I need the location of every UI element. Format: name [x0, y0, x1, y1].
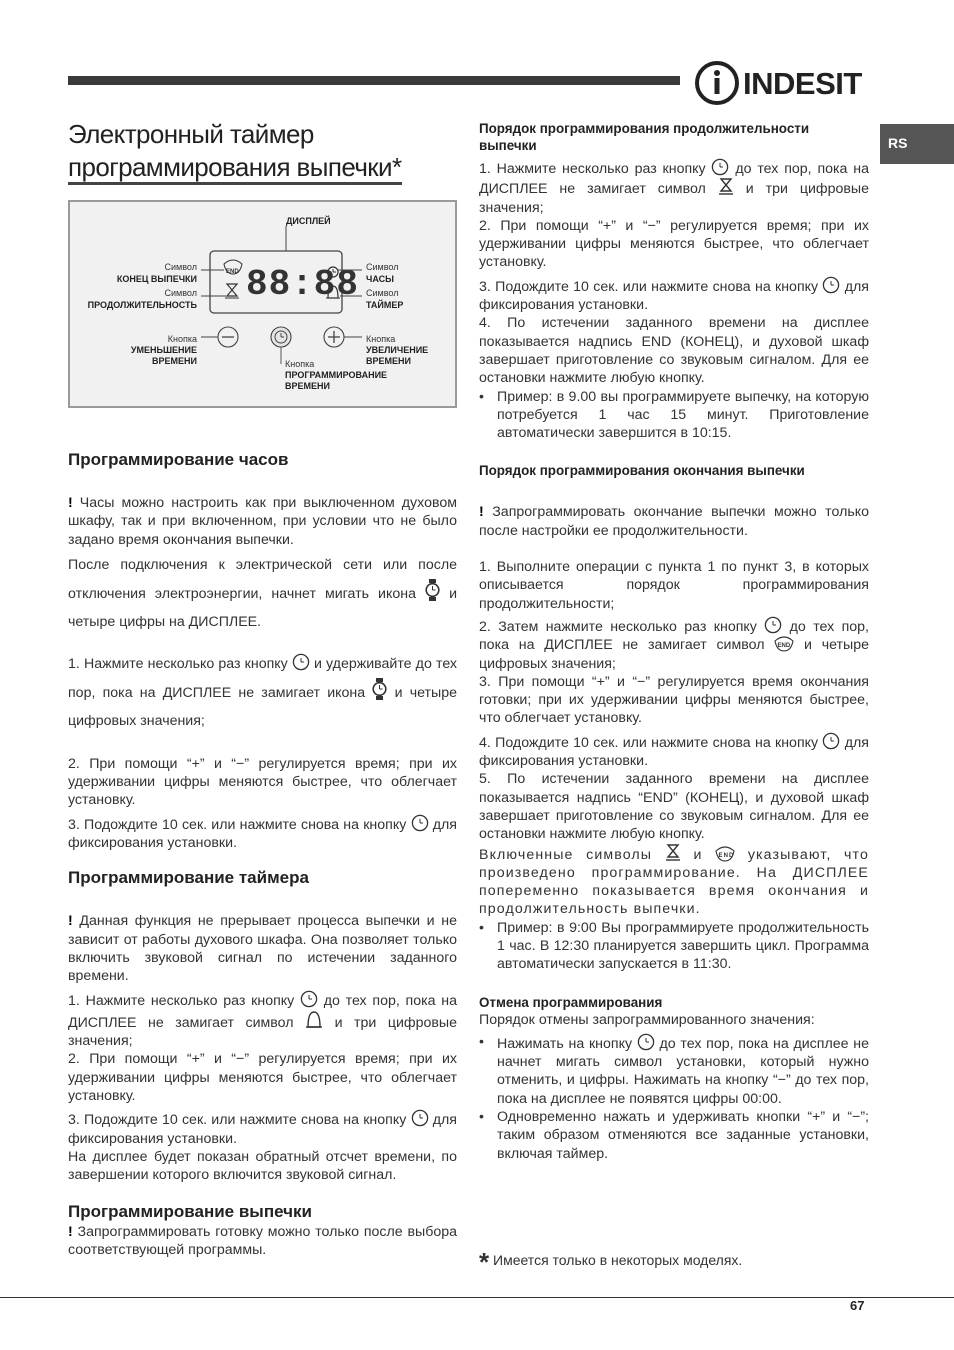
program-button-icon [300, 990, 318, 1008]
svg-text:Символ: Символ [366, 288, 399, 298]
svg-text:END: END [226, 269, 239, 275]
duration-step-2: 2. При помощи “+” и “−” регулируется время; при их удерживании цифры меняются быстрее, что облегчает установку. [479, 217, 869, 271]
footnote [479, 1247, 742, 1278]
clock-note: ! Часы можно настроить как при выключенном духовом шкафу, так и при включенном, при условии что не было задано время окончания выпечки. [68, 495, 457, 548]
duration-step-4: 4. По истечении заданного времени на дисплее показывается надпись END (КОНЕЦ), и духовой шкаф завершает приготовление со звуковым сигналом. Для ее остановки нажмите любую кнопку. [479, 315, 869, 387]
footnote-star: * [479, 1247, 490, 1277]
cancel-heading: Отмена программирования [479, 994, 663, 1010]
timer-heading: Программирование таймера [68, 868, 309, 888]
left-column [68, 450, 457, 1259]
end-heading: Порядок программирования окончания выпечки [479, 463, 805, 479]
svg-text:Символ: Символ [164, 262, 197, 272]
end-example: • Пример: в 9:00 Вы программируете продолжительность 1 час. В 12:30 планируется завершить цикл. Программа автоматически запускается в 11:30. [479, 919, 869, 974]
svg-text:ПРОДОЛЖИТЕЛЬНОСТЬ: ПРОДОЛЖИТЕЛЬНОСТЬ [87, 300, 197, 310]
baking-heading: Программирование выпечки [68, 1201, 312, 1221]
timer-panel-diagram [68, 200, 457, 408]
minus-button-icon [218, 327, 238, 347]
cancel-intro: Порядок отмены запрограммированного значения: [479, 1011, 815, 1028]
clock-step-2: 2. При помощи “+” и “−” регулируется время; при их удерживании цифры меняются быстрее, что облегчает установку. [68, 755, 457, 809]
timer-note: ! Данная функция не прерывает процесса выпечки и не зависит от работы духового шкафа. Она позволяет только включить звуковой сигнал по истечении заданного времени. [68, 913, 457, 985]
clock-heading: Программирование часов [68, 450, 289, 469]
svg-text:ВРЕМЕНИ: ВРЕМЕНИ [366, 356, 411, 366]
display-label: ДИСПЛЕЙ [286, 216, 331, 226]
watch-icon [372, 678, 387, 700]
program-button-icon [411, 814, 429, 832]
program-button-icon [764, 616, 782, 634]
footer-rule [0, 1297, 954, 1298]
svg-text:ВРЕМЕНИ: ВРЕМЕНИ [152, 356, 197, 366]
end-step-5: 5. По истечении заданного времени на дисплее показывается надпись “END” (КОНЕЦ), и духовой шкаф завершает приготовление со звуковым сигналом. Для ее остановки нажмите любую кнопку. [479, 771, 869, 843]
end-step-2: 2. Затем нажмите несколько раз кнопку до тех пор, пока на ДИСПЛЕЕ не замигает символ END и четыре цифровых значения; [479, 616, 869, 673]
end-icon [715, 846, 735, 862]
svg-text:Кнопка: Кнопка [285, 359, 315, 369]
svg-text:КОНЕЦ ВЫПЕЧКИ: КОНЕЦ ВЫПЕЧКИ [116, 274, 197, 284]
program-button-icon [292, 653, 310, 671]
right-column [479, 120, 869, 1163]
language-tab: RS [880, 124, 954, 164]
plus-button-icon [324, 327, 344, 347]
timer-step-1: 1. Нажмите несколько раз кнопку до тех пор, пока на ДИСПЛЕЕ не замигает символ и три цифровые значения; [68, 990, 457, 1051]
svg-text:ВРЕМЕНИ: ВРЕМЕНИ [285, 381, 330, 391]
display-digits: 88:88 [246, 264, 360, 305]
svg-text:END: END [718, 852, 735, 859]
page-title [68, 118, 458, 184]
end-step-3: 3. При помощи “+” и “−” регулируется время окончания готовки; при их удерживании цифры меняются быстрее, что облегчает установку. [479, 673, 869, 727]
clock-step-3: 3. Подождите 10 сек. или нажмите снова на кнопку для фиксирования установки. [68, 814, 457, 853]
end-icon [774, 636, 794, 652]
duration-example: • Пример: в 9.00 вы программируете выпечку, на которую потребуется 1 час 15 минут. Приготовление автоматически завершится в 10:15. [479, 388, 869, 443]
duration-step-1: 1. Нажмите несколько раз кнопку до тех пор, пока на ДИСПЛЕЕ не замигает символ и три цифровые значения; [479, 158, 869, 217]
svg-text:Кнопка: Кнопка [366, 334, 396, 344]
cancel-bullet-2: • Одновременно нажать и удерживать кнопки “+” и “−”; таким образом отменяются все заданные установки, включая таймер. [479, 1108, 869, 1163]
svg-text:Символ: Символ [366, 262, 399, 272]
hourglass-icon [225, 284, 239, 298]
cancel-bullet-1: • Нажимать на кнопку до тех пор, пока на дисплее не начнет мигать символ установки, который нужно отменить, и цифры. Нажимать на кнопку “−” до тех пор, пока на дисплее не появятся цифры 00:00. [479, 1033, 869, 1108]
svg-text:END: END [777, 643, 791, 650]
end-symbols-note: Включенные символы и END указывают, что произведено программирование. На ДИСПЛЕЕ попеременно показывается время окончания и продолжительность выпечки. [479, 844, 869, 919]
baking-note: ! Запрограммировать готовку можно только после выбора соответствующей программы. [68, 1223, 457, 1258]
duration-heading: Порядок программирования продолжительности выпечки [479, 121, 810, 153]
clock-intro: После подключения к электрической сети или после отключения электроэнергии, начнет мигать икона и четыре цифры на ДИСПЛЕЕ. [68, 556, 457, 630]
program-button-icon [822, 732, 840, 750]
timer-step-2: 2. При помощи “+” и “−” регулируется время; при их удерживании цифры меняются быстрее, что облегчает установку. [68, 1051, 457, 1105]
hourglass-icon [718, 178, 734, 196]
program-button-icon [271, 327, 291, 347]
program-button-icon [822, 276, 840, 294]
svg-text:Кнопка: Кнопка [167, 334, 197, 344]
timer-countdown-note: На дисплее будет показан обратный отсчет времени, по завершении которого включится звуковой сигнал. [68, 1148, 457, 1184]
indesit-logo [693, 60, 873, 106]
title-line-1: Электронный таймер [68, 119, 314, 149]
title-line-2: программирования выпечки* [68, 152, 402, 185]
end-note: ! Запрограммировать окончание выпечки можно только после настройки ее продолжительности. [479, 504, 869, 539]
hourglass-icon [665, 844, 681, 862]
svg-text:УМЕНЬШЕНИЕ: УМЕНЬШЕНИЕ [130, 345, 197, 355]
clock-step-1: 1. Нажмите несколько раз кнопку и удерживайте до тех пор, пока на ДИСПЛЕЕ не замигает икона и четыре цифровых значения; [68, 650, 457, 735]
program-button-icon [411, 1109, 429, 1127]
svg-text:Символ: Символ [164, 288, 197, 298]
watch-icon [425, 579, 440, 601]
svg-text:УВЕЛИЧЕНИЕ: УВЕЛИЧЕНИЕ [366, 345, 429, 355]
end-step-1: 1. Выполните операции с пункта 1 по пункт 3, в которых описывается порядок программирования продолжительности; [479, 559, 869, 612]
svg-text:INDESIT: INDESIT [743, 66, 862, 101]
header-bar [68, 76, 680, 85]
svg-text:ТАЙМЕР: ТАЙМЕР [366, 300, 404, 310]
end-step-4: 4. Подождите 10 сек. или нажмите снова на кнопку для фиксирования установки. [479, 732, 869, 771]
program-button-icon [711, 158, 729, 176]
svg-text:ЧАСЫ: ЧАСЫ [366, 274, 394, 284]
duration-step-3: 3. Подождите 10 сек. или нажмите снова на кнопку для фиксирования установки. [479, 276, 869, 315]
footnote-text: Имеется только в некоторых моделях. [493, 1252, 743, 1268]
bell-icon [305, 1010, 323, 1030]
timer-step-3: 3. Подождите 10 сек. или нажмите снова на кнопку для фиксирования установки. [68, 1109, 457, 1148]
svg-text:ПРОГРАММИРОВАНИЕ: ПРОГРАММИРОВАНИЕ [285, 370, 388, 380]
end-icon [224, 260, 242, 275]
program-button-icon [637, 1033, 655, 1051]
page-number: 67 [850, 1298, 865, 1313]
